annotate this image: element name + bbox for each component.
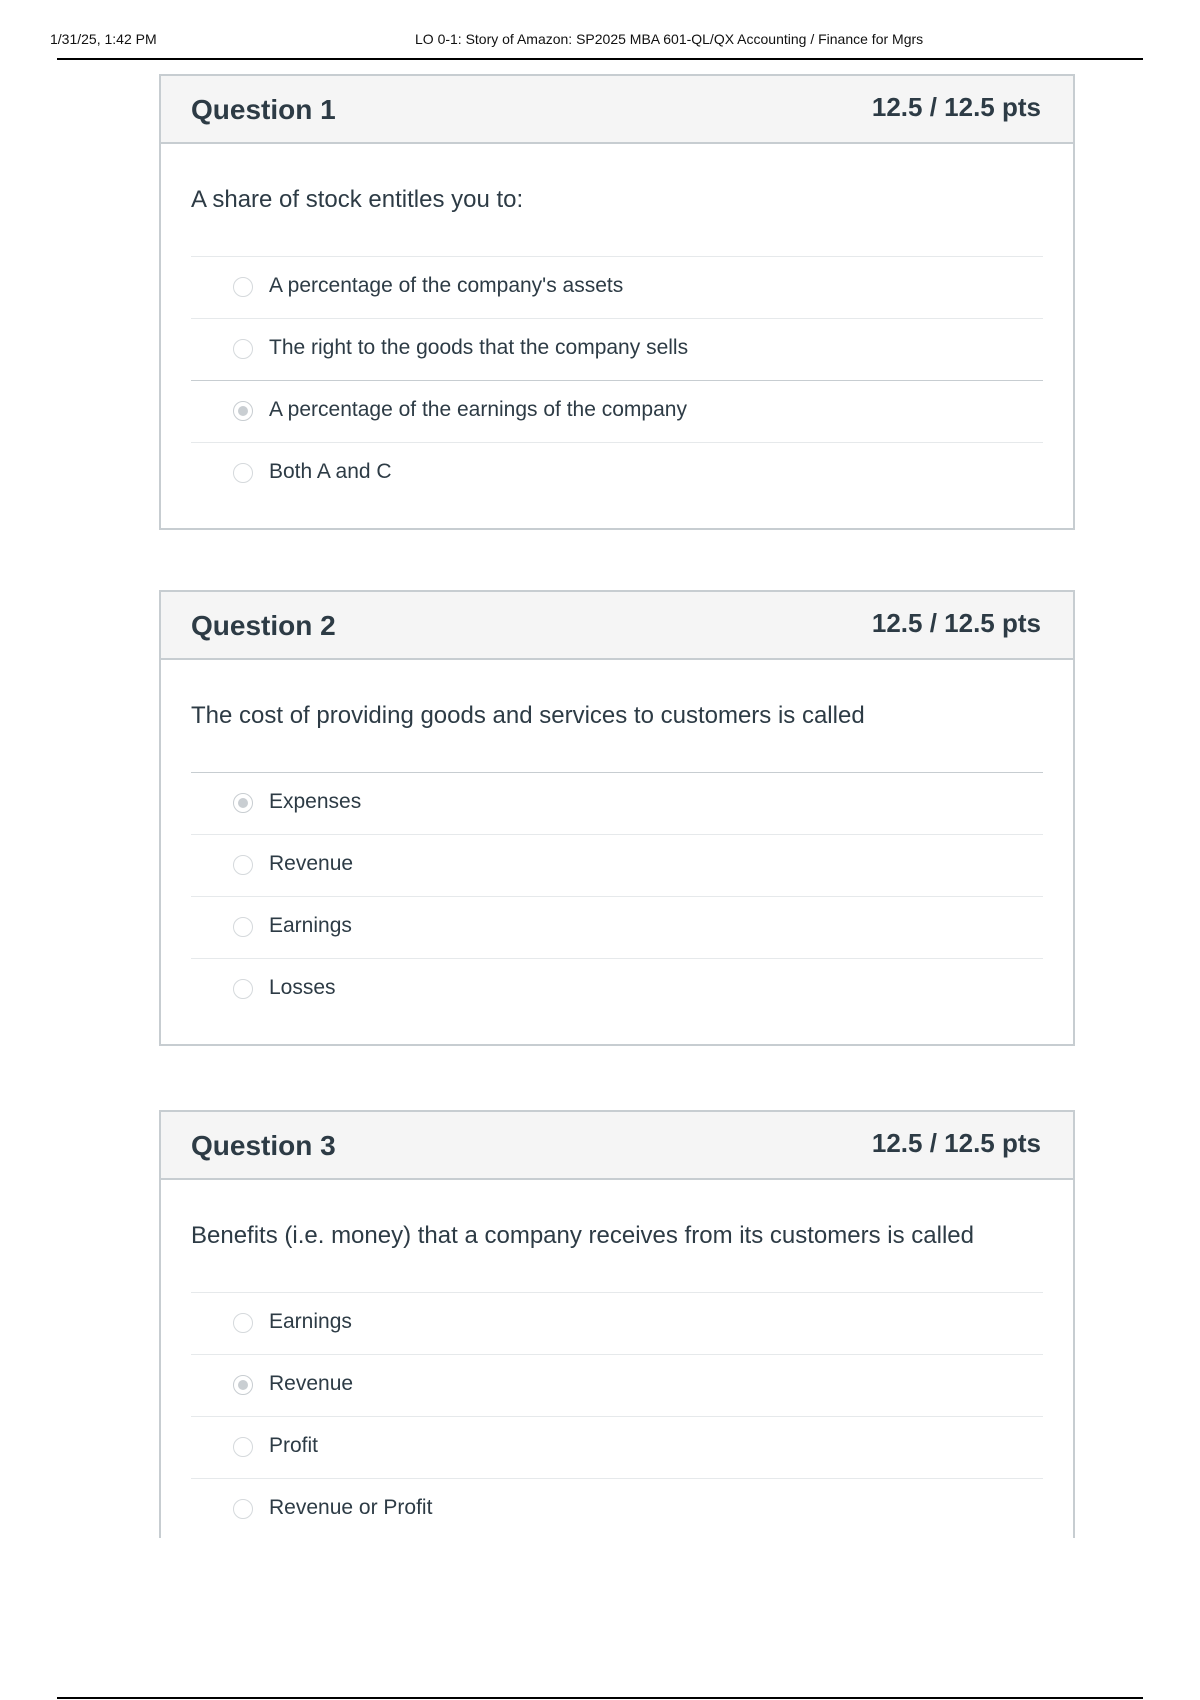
question-header: [161, 76, 1073, 144]
answer-label: Earnings: [269, 1310, 352, 1333]
answer-list: [191, 1292, 1043, 1540]
radio-button-selected[interactable]: [233, 1375, 253, 1395]
answer-option[interactable]: [191, 319, 1043, 381]
answer-option[interactable]: [191, 443, 1043, 504]
radio-button[interactable]: [233, 1313, 253, 1333]
question-1-card: [159, 74, 1075, 530]
answer-label: Both A and C: [269, 460, 392, 483]
radio-button[interactable]: [233, 1437, 253, 1457]
print-page-title: LO 0-1: Story of Amazon: SP2025 MBA 601-QL/QX Accounting / Finance for Mgrs: [415, 31, 924, 47]
answer-label: Revenue: [269, 1372, 354, 1395]
radio-button[interactable]: [233, 917, 253, 937]
answer-label: Revenue or Profit: [269, 1496, 433, 1519]
radio-button[interactable]: [233, 979, 253, 999]
answer-label: Expenses: [269, 790, 362, 813]
answer-option-selected[interactable]: [191, 1355, 1043, 1417]
print-date: 1/31/25, 1:42 PM: [50, 31, 157, 47]
answer-option-selected[interactable]: [191, 381, 1043, 443]
answer-list: [191, 256, 1043, 504]
radio-button[interactable]: [233, 339, 253, 359]
answer-label: A percentage of the company's assets: [269, 274, 624, 297]
question-text: The cost of providing goods and services to customers is called: [191, 702, 865, 729]
question-title: Question 1: [191, 94, 336, 125]
answer-option[interactable]: [191, 897, 1043, 959]
question-title: Question 2: [191, 610, 336, 641]
question-points: 12.5 / 12.5 pts: [871, 92, 1041, 122]
answer-label: Revenue: [269, 852, 354, 875]
radio-button[interactable]: [233, 463, 253, 483]
answer-label: Earnings: [269, 914, 352, 937]
question-text: Benefits (i.e. money) that a company receives from its customers is called: [191, 1222, 974, 1249]
question-points: 12.5 / 12.5 pts: [871, 1128, 1041, 1158]
answer-label: The right to the goods that the company sells: [269, 336, 689, 359]
question-3-card: [159, 1110, 1075, 1538]
print-header: [50, 26, 1143, 60]
answer-option-selected[interactable]: [191, 773, 1043, 835]
answer-label: Profit: [269, 1434, 319, 1457]
print-footer-rule: [57, 1697, 1143, 1699]
answer-label: Losses: [269, 976, 336, 999]
answer-option[interactable]: [191, 1479, 1043, 1540]
question-points: 12.5 / 12.5 pts: [871, 608, 1041, 638]
question-header: [161, 592, 1073, 660]
answer-option[interactable]: [191, 1417, 1043, 1479]
radio-button[interactable]: [233, 1499, 253, 1519]
radio-button-selected[interactable]: [233, 401, 253, 421]
question-header: [161, 1112, 1073, 1180]
answer-list: [191, 772, 1043, 1020]
question-2-card: [159, 590, 1075, 1046]
question-title: Question 3: [191, 1130, 336, 1161]
answer-option[interactable]: [191, 959, 1043, 1020]
answer-option[interactable]: [191, 257, 1043, 319]
question-text: A share of stock entitles you to:: [191, 186, 524, 213]
radio-button[interactable]: [233, 277, 253, 297]
answer-label: A percentage of the earnings of the company: [269, 398, 687, 421]
answer-option[interactable]: [191, 835, 1043, 897]
radio-button[interactable]: [233, 855, 253, 875]
answer-option[interactable]: [191, 1293, 1043, 1355]
radio-button-selected[interactable]: [233, 793, 253, 813]
